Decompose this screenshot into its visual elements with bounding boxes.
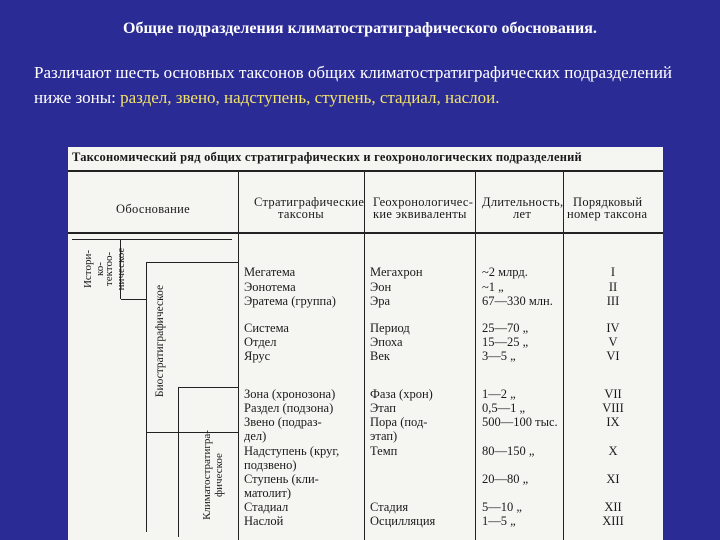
- basis-historic-2: тектоо- ническое: [103, 247, 127, 291]
- cell-ord: X: [608, 444, 618, 458]
- cell-strat: Система: [244, 321, 289, 335]
- cell-strat: Раздел (подзона): [244, 401, 334, 415]
- cell-geo: Стадия: [370, 500, 409, 514]
- cell-geo: Период: [370, 321, 410, 335]
- cell-strat: Стадиал: [244, 500, 289, 514]
- taxonomy-table-scan: [68, 147, 663, 540]
- cell-ord: XII: [604, 500, 622, 514]
- cell-strat: Эонотема: [244, 280, 296, 294]
- cell-dur: 15—25 „: [482, 335, 529, 349]
- cell-strat: Надступень (круг,: [244, 444, 340, 458]
- cell-dur: 1—2 „: [482, 387, 516, 401]
- cell-strat: дел): [244, 429, 267, 443]
- header-duration-2: лет: [513, 207, 532, 221]
- cell-ord: I: [610, 265, 616, 279]
- cell-geo: Эра: [370, 294, 391, 308]
- cell-dur: ~2 млрд.: [482, 265, 528, 279]
- basis-climatostratigraphic: Климатостратигра- фическое: [201, 430, 225, 520]
- intro-paragraph: [34, 60, 694, 110]
- cell-ord: VI: [606, 349, 620, 363]
- cell-strat: Отдел: [244, 335, 277, 349]
- cell-geo: этап): [370, 429, 398, 443]
- cell-dur: 5—10 „: [482, 500, 522, 514]
- cell-geo: Эпоха: [370, 335, 403, 349]
- cell-ord: XIII: [602, 514, 624, 528]
- table-title: Таксономический ряд общих стратиграфических и геохронологических подразделений: [72, 150, 582, 164]
- cell-dur: 0,5—1 „: [482, 401, 526, 415]
- basis-historic: Истори- ко-: [82, 249, 106, 289]
- cell-ord: II: [608, 280, 618, 294]
- cell-strat: матолит): [244, 486, 291, 500]
- header-strat-2: таксоны: [278, 207, 324, 221]
- cell-geo: Мегахрон: [370, 265, 423, 279]
- cell-geo: Осцилляция: [370, 514, 436, 528]
- cell-ord: XI: [606, 472, 620, 486]
- cell-ord: IV: [606, 321, 620, 335]
- cell-ord: V: [608, 335, 618, 349]
- cell-strat: Ярус: [244, 349, 271, 363]
- header-order-2: номер таксона: [567, 207, 648, 221]
- header-duration-1: Длительность,: [482, 195, 564, 209]
- cell-geo: Темп: [370, 444, 398, 458]
- basis-biostratigraphic: Биостратиграфическое: [154, 284, 166, 398]
- cell-dur: 25—70 „: [482, 321, 529, 335]
- cell-strat: Наслой: [244, 514, 284, 528]
- cell-strat: Ступень (кли-: [244, 472, 319, 486]
- intro-text: Различают шесть основных таксонов общих климатостратиграфических подразделений ниже зоны:: [34, 63, 673, 107]
- header-geo-2: кие эквиваленты: [373, 207, 467, 221]
- cell-dur: 500—100 тыс.: [482, 415, 558, 429]
- cell-ord: VIII: [602, 401, 624, 415]
- header-geo-1: Геохронологичес-: [373, 195, 474, 209]
- cell-dur: 1—5 „: [482, 514, 516, 528]
- cell-ord: IX: [606, 415, 620, 429]
- cell-geo: Эон: [370, 280, 392, 294]
- slide-title: Общие подразделения климатостратиграфического обоснования.: [123, 20, 597, 37]
- cell-strat: Зона (хронозона): [244, 387, 336, 401]
- cell-strat: Звено (подраз-: [244, 415, 322, 429]
- cell-strat: Эратема (группа): [244, 294, 336, 308]
- cell-dur: 80—150 „: [482, 444, 535, 458]
- cell-dur: 20—80 „: [482, 472, 529, 486]
- header-strat-1: Стратиграфические: [254, 195, 365, 209]
- cell-ord: VII: [604, 387, 622, 401]
- cell-geo: Век: [370, 349, 390, 363]
- intro-highlight: раздел, звено, надступень, ступень, стадиал, наслои.: [120, 88, 500, 107]
- cell-strat: подзвено): [244, 458, 297, 472]
- cell-dur: 3—5 „: [482, 349, 516, 363]
- header-order-1: Порядковый: [573, 195, 643, 209]
- header-basis: Обоснование: [116, 202, 190, 216]
- cell-ord: III: [606, 294, 620, 308]
- cell-dur: ~1 „: [482, 280, 504, 294]
- cell-geo: Пора (под-: [370, 415, 428, 429]
- cell-strat: Мегатема: [244, 265, 296, 279]
- cell-dur: 67—330 млн.: [482, 294, 553, 308]
- cell-geo: Фаза (хрон): [370, 387, 433, 401]
- cell-geo: Этап: [370, 401, 396, 415]
